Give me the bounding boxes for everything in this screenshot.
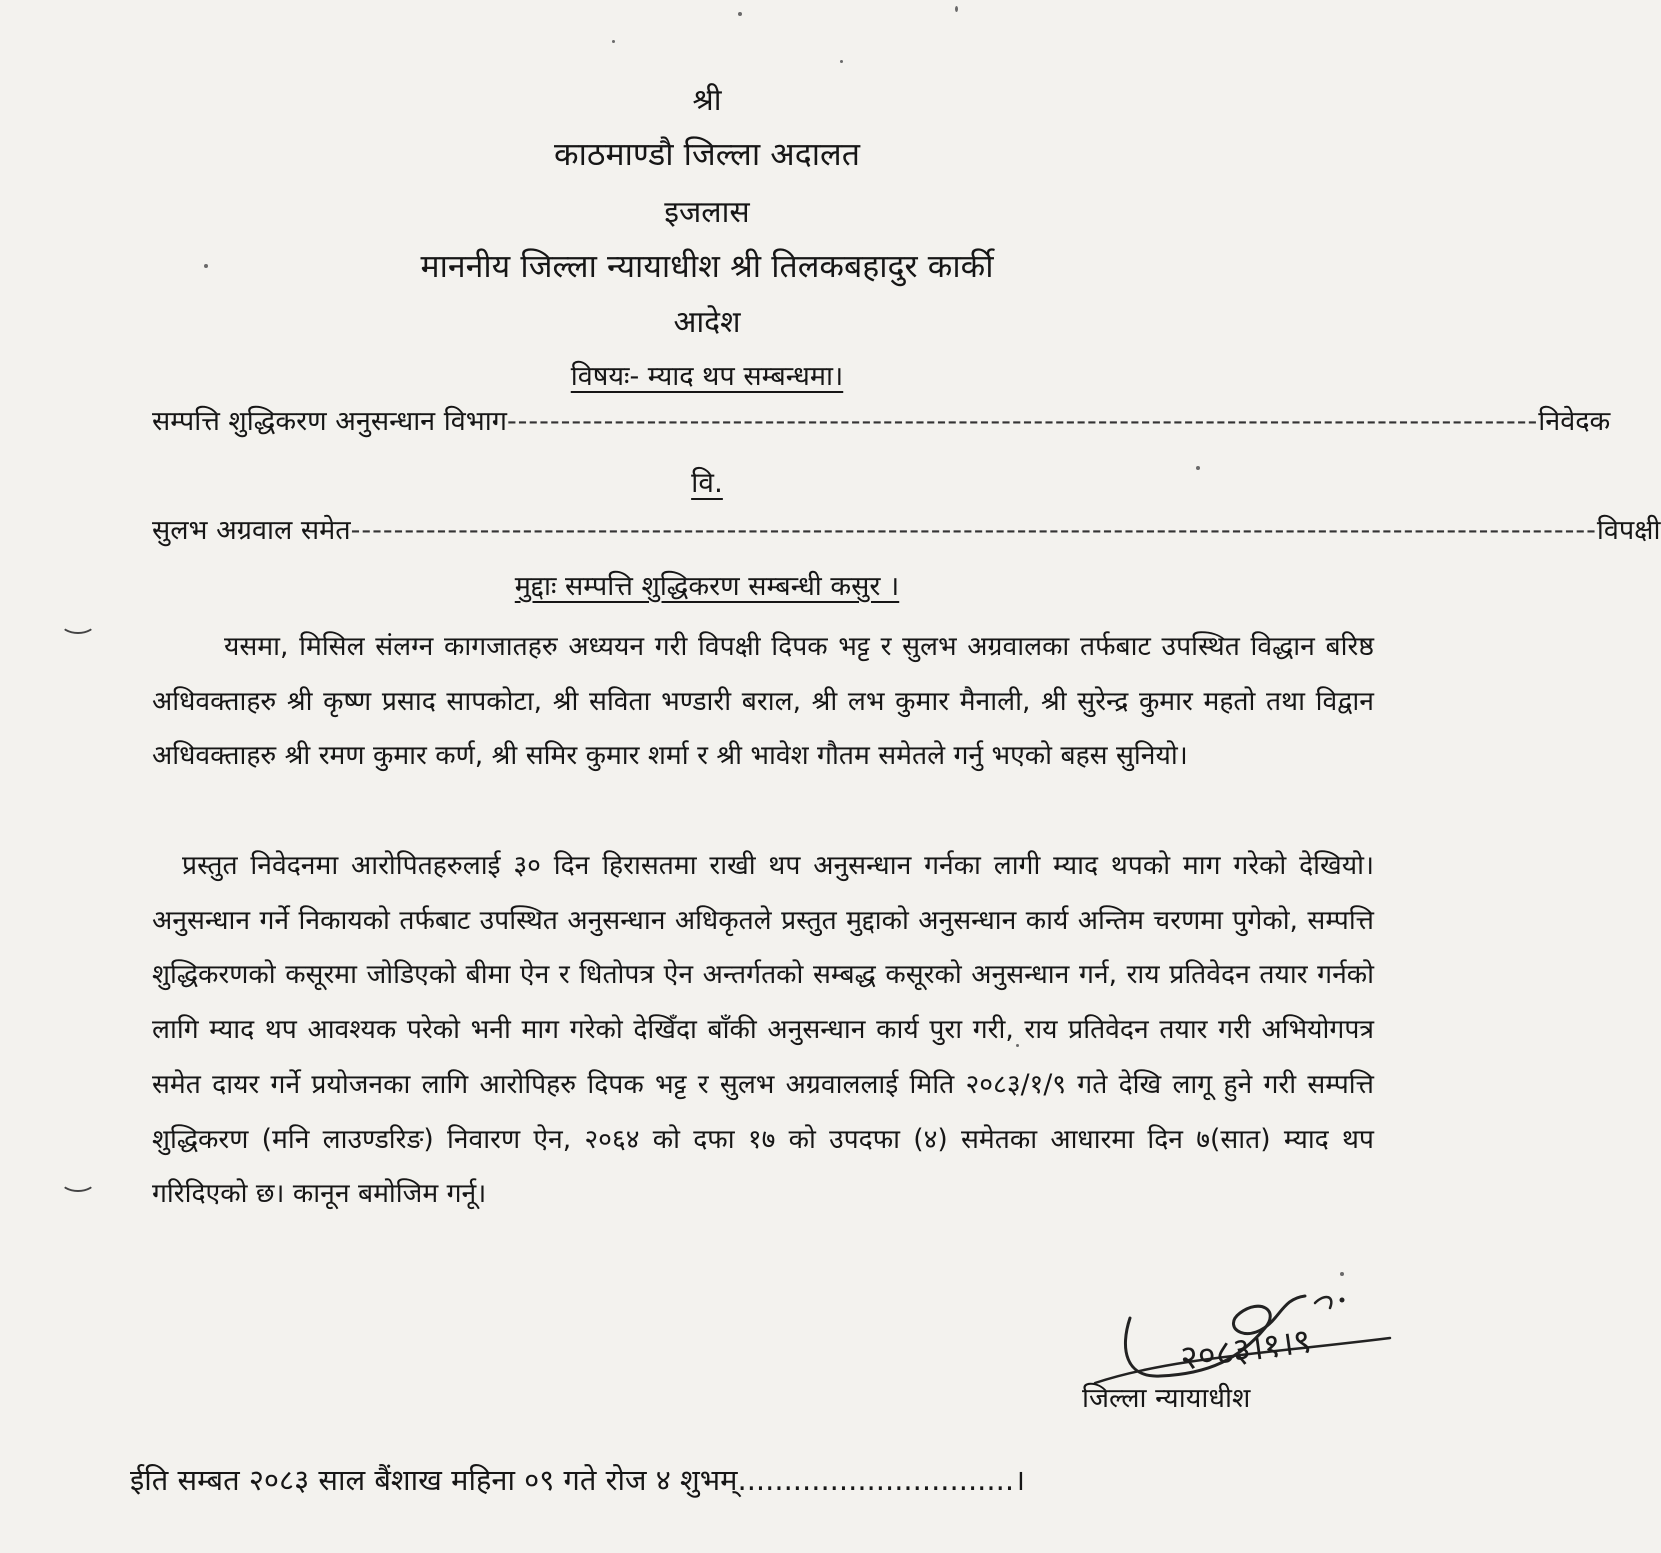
- closing-leader: ..............................: [737, 1463, 1015, 1497]
- case-title: मुद्दाः सम्पत्ति शुद्धिकरण सम्बन्धी कसुर ।: [514, 571, 900, 602]
- dash-leader: ------------------------------------------------------------------------------------------------: [506, 406, 1539, 437]
- versus-line: [0, 463, 1414, 501]
- paragraph-hearing: [152, 620, 1374, 784]
- respondent-row: [152, 510, 1661, 547]
- case-title-line: [0, 566, 1414, 603]
- dash-leader: --------------------------------------------------------------------------------------------------------------------: [350, 515, 1597, 546]
- closing-line: [130, 1460, 1025, 1499]
- scan-speck: [738, 12, 742, 16]
- subject-line: [0, 356, 1414, 393]
- petitioner-role: निवेदक: [1538, 406, 1611, 437]
- paragraph-hearing-text: यसमा, मिसिल संलग्न कागजातहरु अध्ययन गरी विपक्षी दिपक भट्ट र सुलभ अग्रवालका तर्फबाट उपस्थित विद्धान बरिष्ठ अधिवक्ताहरु श्री कृष्ण प्रसाद सापकोटा, श्री सविता भण्डारी बराल, श्री लभ कुमार मैनाली, श्री सुरेन्द्र कुमार महतो तथा विद्वान अधिवक्ताहरु श्री रमण कुमार कर्ण, श्री समिर कुमार शर्मा र श्री भावेश गौतम समेतले गर्नु भएको बहस सुनियो।: [152, 631, 1374, 772]
- scan-speck: [955, 6, 958, 12]
- margin-mark: [60, 612, 96, 634]
- petitioner-name: सम्पत्ति शुद्धिकरण अनुसन्धान विभाग: [152, 406, 507, 437]
- respondent-name: सुलभ अग्रवाल समेत: [152, 515, 351, 546]
- signatory-title: जिल्ला न्यायाधीश: [1082, 1383, 1251, 1414]
- subject-text: विषयः- म्याद थप सम्बन्धमा।: [570, 361, 844, 392]
- paragraph-order-text: प्रस्तुत निवेदनमा आरोपितहरुलाई ३० दिन हिरासतमा राखी थप अनुसन्धान गर्नका लागी म्याद थपको माग गरेको देखियो। अनुसन्धान गर्ने निकायको तर्फबाट उपस्थित अनुसन्धान अधिकृतले प्रस्तुत मुद्दाको अनुसन्धान कार्य अन्तिम चरणमा पुगेको, सम्पत्ति शुद्धिकरणको कसूरमा जोडिएको बीमा ऐन र धितोपत्र ऐन अन्तर्गतको सम्बद्ध कसूरको अनुसन्धान गर्न, राय प्रतिवेदन तयार गर्नको लागि म्याद थप आवश्यक परेको भनी माग गरेको देखिँदा बाँकी अनुसन्धान कार्य पुरा गरी, राय प्रतिवेदन तयार गरी अभियोगपत्र समेत दायर गर्ने प्रयोजनका लागि आरोपिहरु दिपक भट्ट र सुलभ अग्रवाललाई मिति २०८३/१/९ गते देखि लागू हुने गरी सम्पत्ति शुद्धिकरण (मनि लाउण्डरिङ) निवारण ऐन, २०६४ को दफा १७ को उपदफा (४) समेतका आधारमा दिन ७(सात) म्याद थप गरिदिएको छ। कानून बमोजिम गर्नू।: [152, 850, 1374, 1210]
- order-title: आदेश: [673, 305, 741, 340]
- scan-speck: [612, 40, 615, 43]
- margin-mark: [60, 1170, 96, 1192]
- versus-text: वि.: [691, 466, 723, 499]
- bench-label: इजलास: [664, 195, 750, 230]
- closing-text: ईति सम्बत २०८३ साल बैंशाख महिना ०९ गते रोज ४ शुभम्: [130, 1463, 738, 1497]
- invocation: श्री: [692, 83, 722, 118]
- closing-end: ।: [1014, 1463, 1026, 1497]
- court-name: काठमाण्डौ जिल्ला अदालत: [554, 135, 860, 173]
- judge-name: माननीय जिल्ला न्यायाधीश श्री तिलकबहादुर कार्की: [420, 247, 994, 285]
- petitioner-row: [152, 401, 1611, 438]
- signature-date: २०८३।१।९: [1177, 1320, 1314, 1379]
- paragraph-order: [152, 839, 1374, 1222]
- scan-speck: [840, 60, 843, 63]
- respondent-role: विपक्षी: [1596, 515, 1661, 546]
